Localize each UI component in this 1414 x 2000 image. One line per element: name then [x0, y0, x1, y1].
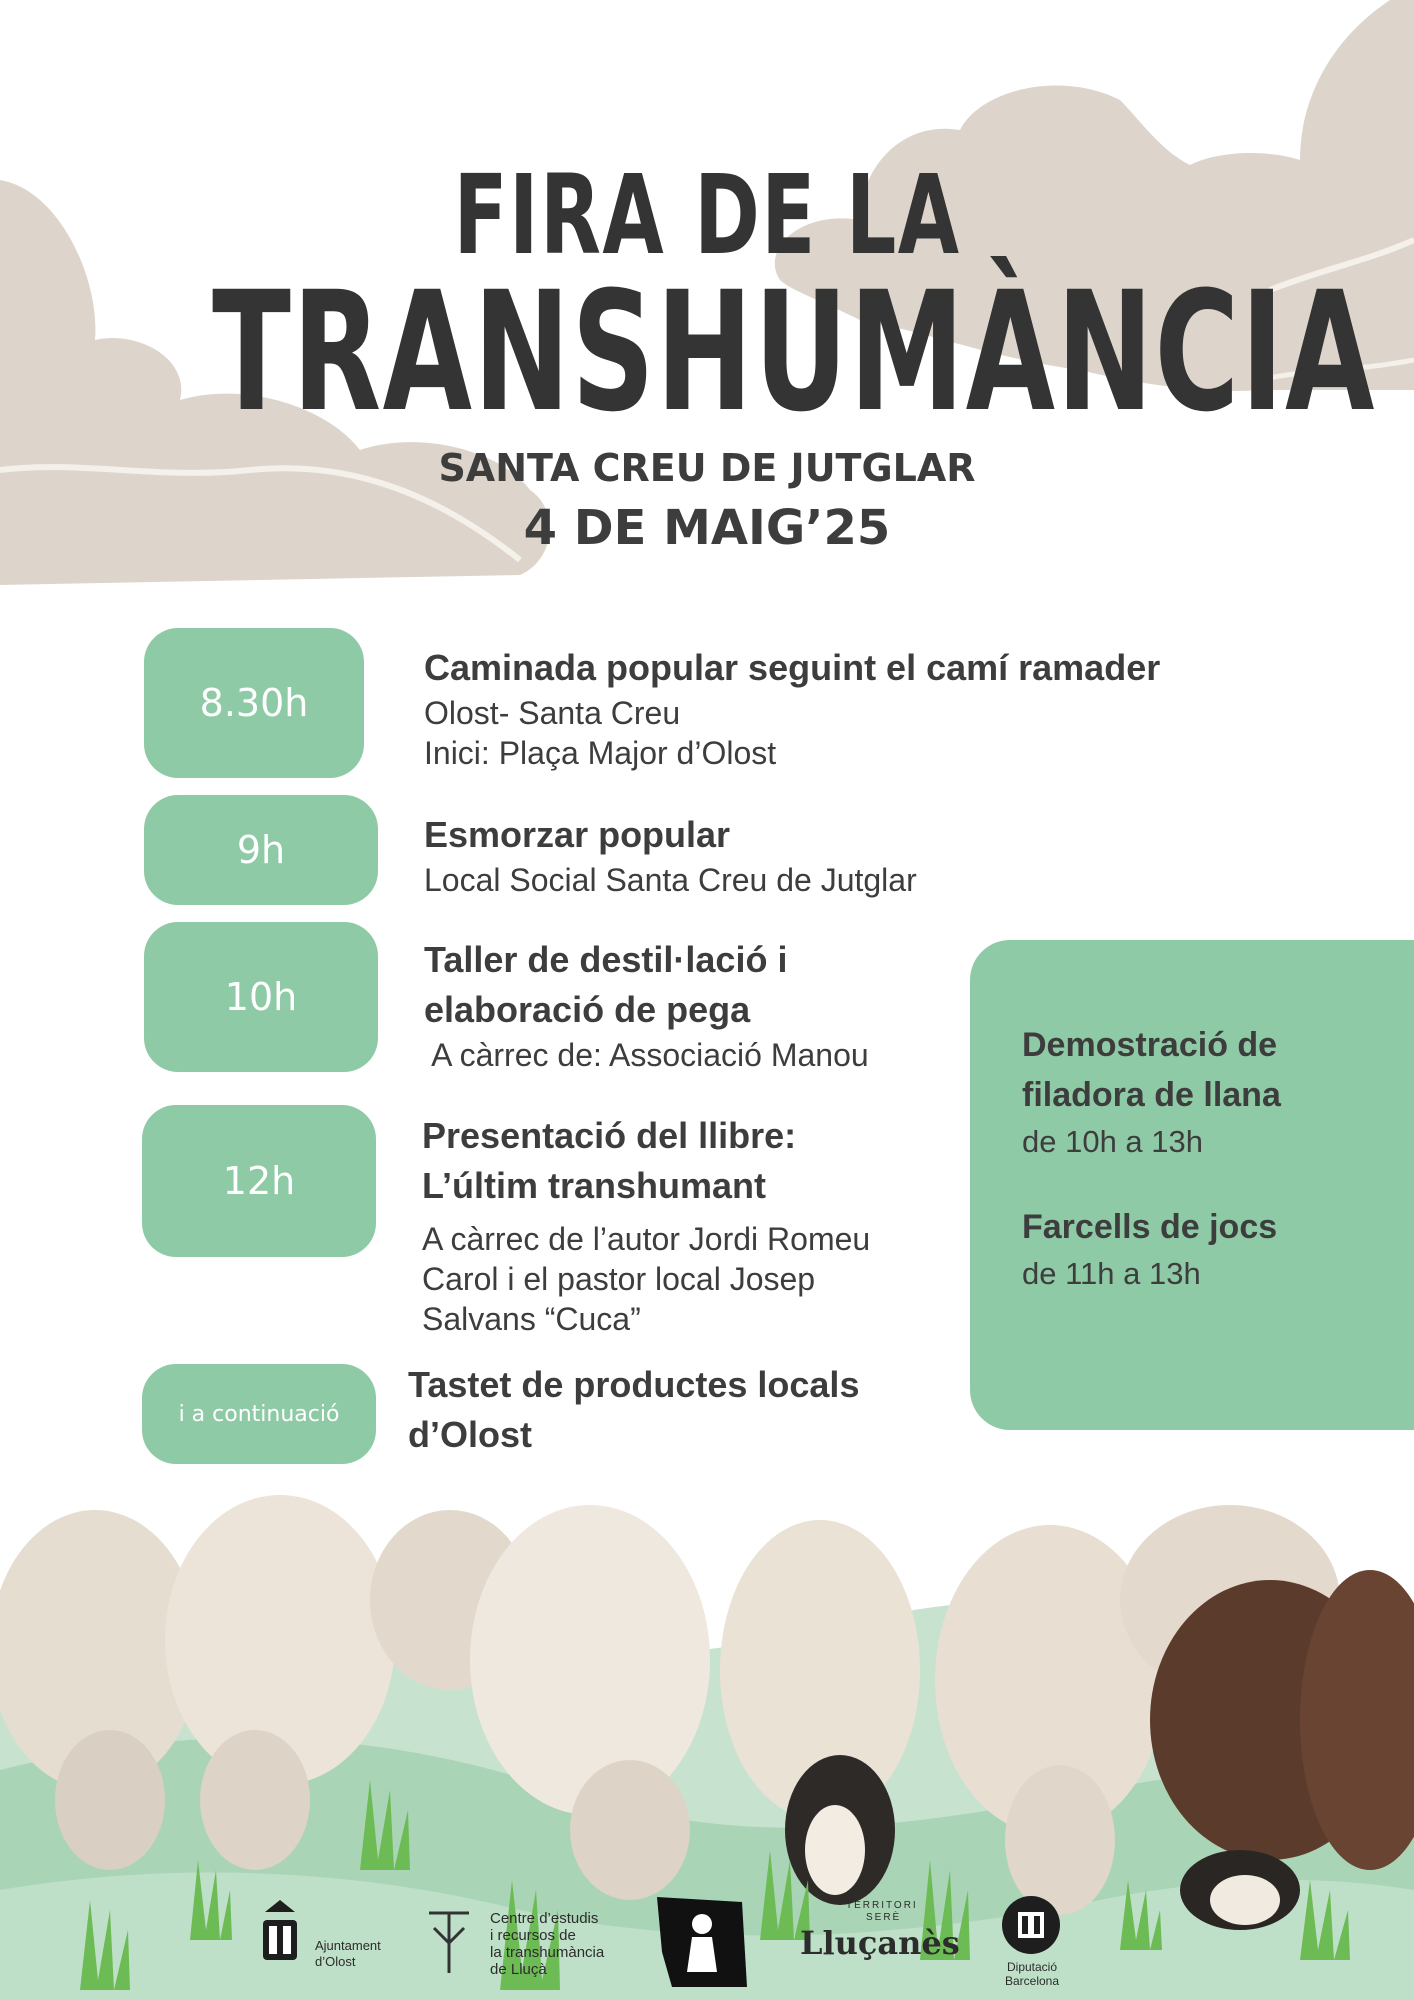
event-caminada — [424, 643, 1160, 773]
centre-estudis-logo — [490, 1910, 604, 1978]
logo-line: i recursos de — [490, 1927, 576, 1944]
event-detail: Inici: Plaça Major d’Olost — [424, 735, 777, 771]
event-detail: Local Social Santa Creu de Jutglar — [424, 862, 917, 898]
logo-line: de Lluçà — [490, 1961, 547, 1978]
event-title: Presentació del llibre: — [422, 1115, 797, 1156]
event-esmorzar — [424, 810, 917, 900]
side-activity-farcells — [1022, 1202, 1277, 1296]
side-activity-filadora — [1022, 1020, 1281, 1164]
side-activity-title: Farcells de jocs — [1022, 1208, 1278, 1246]
territori-sere-label: SERÈ — [866, 1912, 902, 1923]
event-detail: Salvans “Cuca” — [422, 1301, 641, 1337]
event-detail: Olost- Santa Creu — [424, 695, 681, 731]
shepherd-silhouette-icon — [652, 1892, 752, 1992]
llucanes-logo: Lluçanès — [800, 1924, 960, 1962]
event-title: Taller de destil·lació i — [424, 939, 788, 980]
event-date: 4 DE MAIG’25 — [523, 500, 891, 556]
side-activities-panel — [970, 940, 1414, 1430]
event-title: elaboració de pega — [424, 989, 751, 1030]
logo-line: Centre d’estudis — [490, 1910, 599, 1927]
diputacio-logo — [1002, 1960, 1062, 1988]
time-badge-09: 9h — [144, 795, 378, 905]
side-activity-title: filadora de llana — [1022, 1076, 1281, 1114]
side-activity-time: de 11h a 13h — [1022, 1256, 1201, 1291]
event-title: L’últim transhumant — [422, 1165, 767, 1206]
logo-line: la transhumància — [490, 1944, 605, 1961]
time-badge-12: 12h — [142, 1105, 376, 1257]
time-badge-10: 10h — [144, 922, 378, 1072]
event-presentacio — [422, 1111, 870, 1339]
event-title: Tastet de productes locals — [408, 1364, 860, 1405]
event-detail: A càrrec de l’autor Jordi Romeu — [422, 1221, 871, 1257]
ajuntament-logo — [315, 1938, 381, 1970]
logo-line: Ajuntament — [315, 1938, 381, 1953]
poster-title-line1: FIRA DE LA — [453, 151, 961, 279]
side-activity-time: de 10h a 13h — [1022, 1124, 1204, 1159]
event-title: Caminada popular seguint el camí ramader — [424, 647, 1161, 688]
ajuntament-crest-icon — [255, 1892, 305, 1982]
logo-line: Barcelona — [1004, 1974, 1060, 1988]
event-location: SANTA CREU DE JUTGLAR — [438, 446, 976, 490]
time-badge-0830: 8.30h — [144, 628, 364, 778]
logo-line: d’Olost — [315, 1954, 356, 1969]
diputacio-crest-icon — [1000, 1894, 1062, 1956]
territori-label: TERRITORI — [846, 1900, 918, 1911]
poster-title-line2: TRANSHUMÀNCIA — [212, 256, 1376, 448]
event-detail: A càrrec de: Associació Manou — [424, 1037, 869, 1073]
logo-line: Diputació — [1006, 1960, 1058, 1974]
sponsor-logos — [0, 1880, 1414, 2000]
event-detail: Carol i el pastor local Josep — [422, 1261, 816, 1297]
event-title: d’Olost — [408, 1414, 532, 1455]
event-tastet — [408, 1360, 859, 1460]
time-badge-continuation: i a continuació — [142, 1364, 376, 1464]
event-title: Esmorzar popular — [424, 814, 731, 855]
side-activity-title: Demostració de — [1022, 1026, 1278, 1064]
event-taller — [424, 935, 869, 1075]
transhumancia-centre-icon — [424, 1908, 474, 1978]
